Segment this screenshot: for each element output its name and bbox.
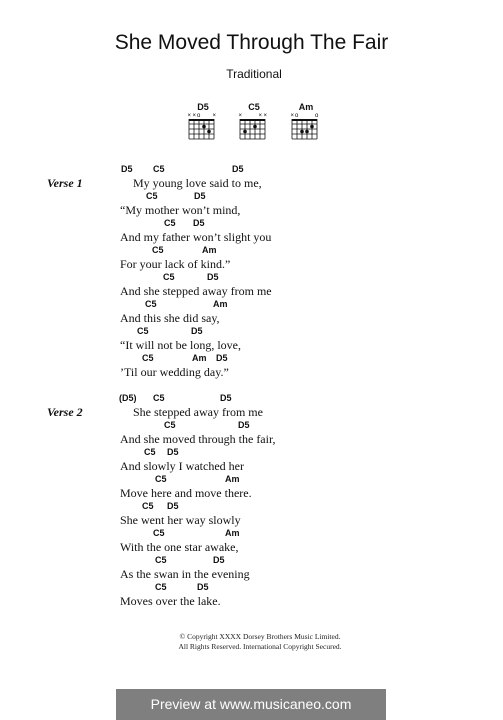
chord-symbol: D5 [167, 447, 179, 457]
lyric-line: “My mother won’t mind, [120, 203, 241, 217]
lyric-line: Move here and move there. [120, 486, 252, 500]
svg-text:×: × [290, 113, 295, 119]
preview-banner-link[interactable]: Preview at www.musicaneo.com [116, 689, 386, 720]
chord-symbol: D5 [232, 164, 244, 174]
chord-diagram-name: Am [298, 102, 314, 112]
chord-symbol: D5 [207, 272, 219, 282]
svg-text:o: o [197, 113, 201, 119]
chord-grid-am [290, 112, 322, 142]
chord-symbol: C5 [164, 420, 176, 430]
chord-symbol: C5 [153, 528, 165, 538]
chord-symbol: D5 [121, 164, 133, 174]
chord-symbol: C5 [155, 582, 167, 592]
lyric-line: And my father won’t slight you [120, 230, 272, 244]
lyric-line: And slowly I watched her [120, 459, 244, 473]
lyric-line: She went her way slowly [120, 513, 241, 527]
svg-text:×: × [212, 113, 217, 119]
chord-symbol: D5 [213, 555, 225, 565]
svg-text:×: × [258, 113, 263, 119]
lyric-line: She stepped away from me [133, 405, 263, 419]
chord-symbol: C5 [164, 218, 176, 228]
lyric-line: With the one star awake, [120, 540, 239, 554]
chord-symbol: D5 [191, 326, 203, 336]
chord-diagram-am [290, 102, 330, 142]
chord-grid-c5 [238, 112, 270, 142]
chord-symbol: Am [225, 474, 240, 484]
composer-credit: Traditional [226, 67, 282, 81]
chord-symbol: Am [192, 353, 207, 363]
chord-symbol: C5 [146, 191, 158, 201]
svg-text:×: × [263, 113, 268, 119]
chord-symbol: C5 [145, 299, 157, 309]
svg-text:×: × [238, 113, 243, 119]
chord-diagram-c5 [238, 102, 278, 142]
svg-text:o: o [295, 113, 299, 119]
chord-symbol: C5 [142, 501, 154, 511]
verse-label: Verse 2 [47, 405, 83, 419]
verse-label: Verse 1 [47, 176, 83, 190]
chord-symbol: C5 [155, 555, 167, 565]
lyric-line: And she stepped away from me [120, 284, 272, 298]
chord-symbol: C5 [153, 164, 165, 174]
chord-symbol: D5 [193, 218, 205, 228]
lyric-line: “It will not be long, love, [120, 338, 241, 352]
chord-diagram-name: D5 [197, 102, 209, 112]
svg-text:×: × [187, 113, 192, 119]
chord-diagram-name: C5 [248, 102, 260, 112]
lyric-line: Moves over the lake. [120, 594, 221, 608]
copyright-notice [150, 632, 370, 652]
lyric-line: And this she did say, [120, 311, 220, 325]
chord-symbol: D5 [197, 582, 209, 592]
svg-text:×: × [192, 113, 197, 119]
chord-symbol: C5 [137, 326, 149, 336]
lyric-line: My young love said to me, [133, 176, 262, 190]
chord-symbol: (D5) [119, 393, 137, 403]
lyric-line: ’Til our wedding day.” [120, 365, 229, 379]
lyric-line: As the swan in the evening [120, 567, 250, 581]
chord-symbol: D5 [167, 501, 179, 511]
song-title: She Moved Through The Fair [114, 31, 389, 54]
rights-line: All Rights Reserved. International Copyright Secured. [178, 642, 342, 651]
chord-symbol: D5 [220, 393, 232, 403]
lyric-line: For your lack of kind.” [120, 257, 231, 271]
chord-symbol: C5 [163, 272, 175, 282]
chord-symbol: Am [213, 299, 228, 309]
chord-symbol: Am [202, 245, 217, 255]
chord-symbol: D5 [194, 191, 206, 201]
chord-symbol: C5 [144, 447, 156, 457]
chord-symbol: Am [225, 528, 240, 538]
svg-text:o: o [315, 113, 319, 119]
chord-grid-d5 [187, 112, 219, 142]
chord-symbol: D5 [216, 353, 228, 363]
copyright-line: © Copyright XXXX Dorsey Brothers Music Limited. [179, 632, 341, 641]
lyric-line: And she moved through the fair, [120, 432, 276, 446]
chord-diagram-d5 [187, 102, 227, 142]
chord-symbol: C5 [142, 353, 154, 363]
chord-symbol: C5 [155, 474, 167, 484]
chord-symbol: C5 [152, 245, 164, 255]
chord-symbol: C5 [153, 393, 165, 403]
chord-symbol: D5 [238, 420, 250, 430]
